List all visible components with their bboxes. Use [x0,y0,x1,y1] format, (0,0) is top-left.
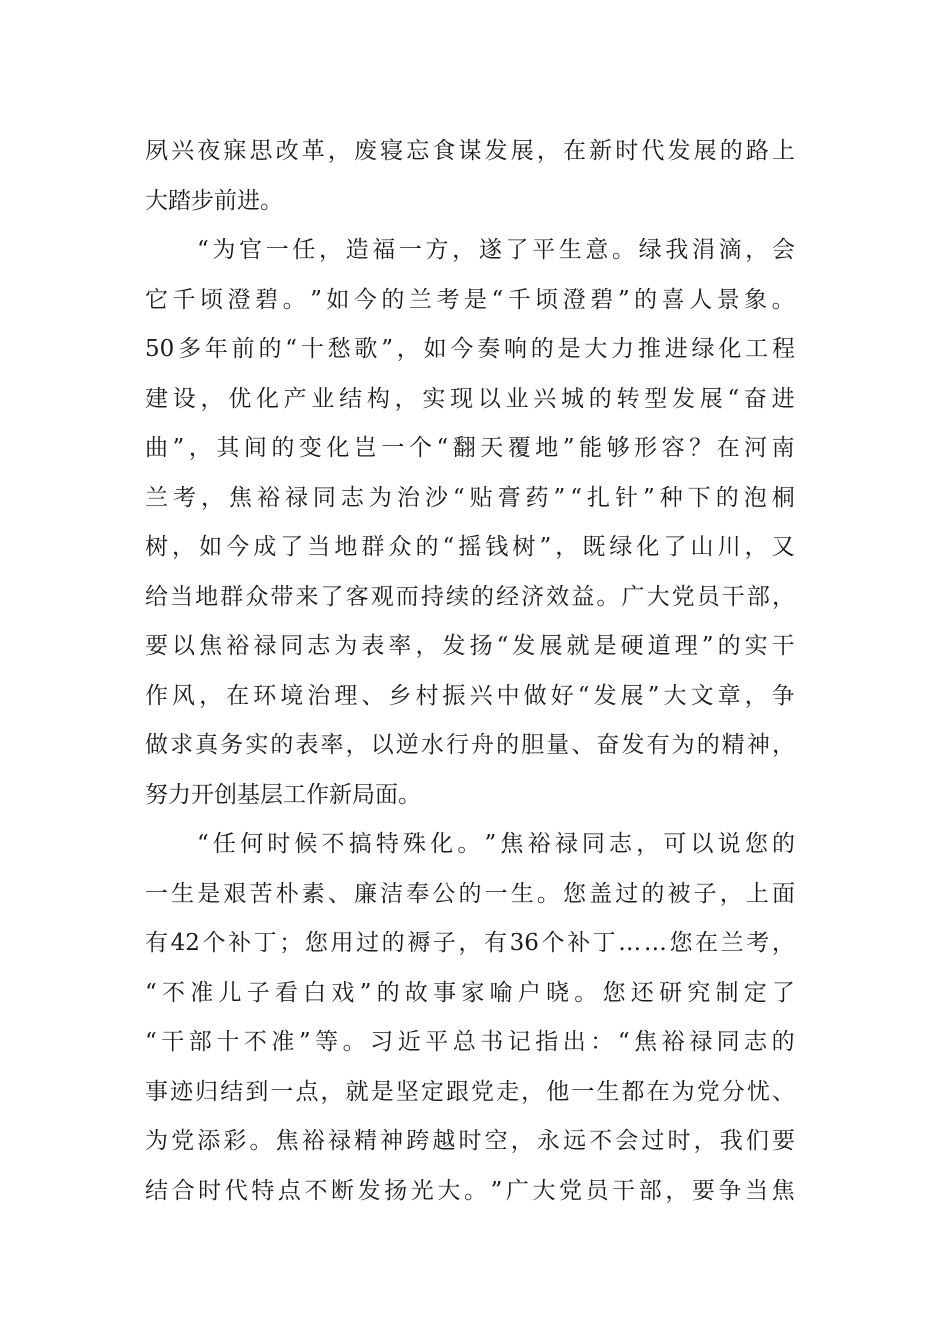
text-line: 做 求 真 务 实 的 表 率 ， 以 逆 水 行 舟 的 胆 量 、 奋 发 有 为 的 精 神 ， [145,732,795,758]
text-line: 夙 兴 夜 寐 思 改 革 ， 废 寝 忘 食 谋 发 展 ， 在 新 时 代 发 展 的 路 上 [145,138,795,164]
text-line: 努力开创基层工作新局面。 [145,781,421,808]
text-line: 要 以 焦 裕 禄 同 志 为 表 率 ， 发 扬 “ 发 展 就 是 硬 道 理 ” 的 实 干 [145,633,795,659]
text-line: 一 生 是 艰 苦 朴 素 、 廉 洁 奉 公 的 一 生 。 您 盖 过 的 被 子 ， 上 面 [145,880,795,907]
text-line: 作 风 ， 在 环 境 治 理 、 乡 村 振 兴 中 做 好 “ 发 展 ” 大 文 章 ， 争 [145,682,795,709]
text-line: 大踏步前进。 [145,187,283,214]
text-line: 兰 考 ， 焦 裕 禄 同 志 为 治 沙 “ 贴 膏 药 ” “ 扎 针 ” 种 下 的 泡 桐 [145,484,795,511]
text-line: 树 ， 如 今 成 了 当 地 群 众 的 “ 摇 钱 树 ” ， 既 绿 化 了 山 川 ， 又 [145,534,795,560]
text-line: 结 合 时 代 特 点 不 断 发 扬 光 大 。 ” 广 大 党 员 干 部 ， 要 争 当 焦 [145,1177,795,1204]
text-line: 给 当 地 群 众 带 来 了 客 观 而 持 续 的 经 济 效 益 。 广 大 党 员 干 部 ， [145,583,795,610]
text-line: 建 设 ， 优 化 产 业 结 构 ， 实 现 以 业 兴 城 的 转 型 发 展 “ 奋 进 [145,385,795,412]
text-line: “ 任 何 时 候 不 搞 特 殊 化 。 ” 焦 裕 禄 同 志 ， 可 以 说 您 的 [197,831,795,857]
text-line: “ 不 准 儿 子 看 白 戏 ” 的 故 事 家 喻 户 晓 。 您 还 研 究 制 定 了 [145,979,795,1006]
text-line: 为 党 添 彩 。 焦 裕 禄 精 神 跨 越 时 空 ， 永 远 不 会 过 时 ， 我 们 要 [145,1128,795,1154]
text-line: “ 干 部 十 不 准 ” 等 。 习 近 平 总 书 记 指 出 ： “ 焦 裕 禄 同 志 的 [145,1029,795,1055]
text-line: 50 多 年 前 的 “ 十 愁 歌 ” ， 如 今 奏 响 的 是 大 力 推 进 绿 化 工 程 [145,336,795,362]
body-text [145,127,795,1216]
text-line: 事 迹 归 结 到 一 点 ， 就 是 坚 定 跟 党 走 ， 他 一 生 都 在 为 党 分 忧 、 [145,1078,795,1105]
text-line: 它 千 顷 澄 碧 。 ” 如 今 的 兰 考 是 “ 千 顷 澄 碧 ” 的 喜 人 景 象 。 [145,286,795,313]
text-line: 有 42 个 补 丁 ； 您 用 过 的 褥 子 ， 有 36 个 补 丁 … … 您 在 兰 考 ， [145,930,795,956]
text-line: “ 为 官 一 任 ， 造 福 一 方 ， 遂 了 平 生 意 。 绿 我 涓 滴 ， 会 [197,237,795,263]
text-line: 曲 ” ， 其 间 的 变 化 岂 一 个 “ 翻 天 覆 地 ” 能 够 形 容 ？ 在 河 南 [145,435,795,461]
